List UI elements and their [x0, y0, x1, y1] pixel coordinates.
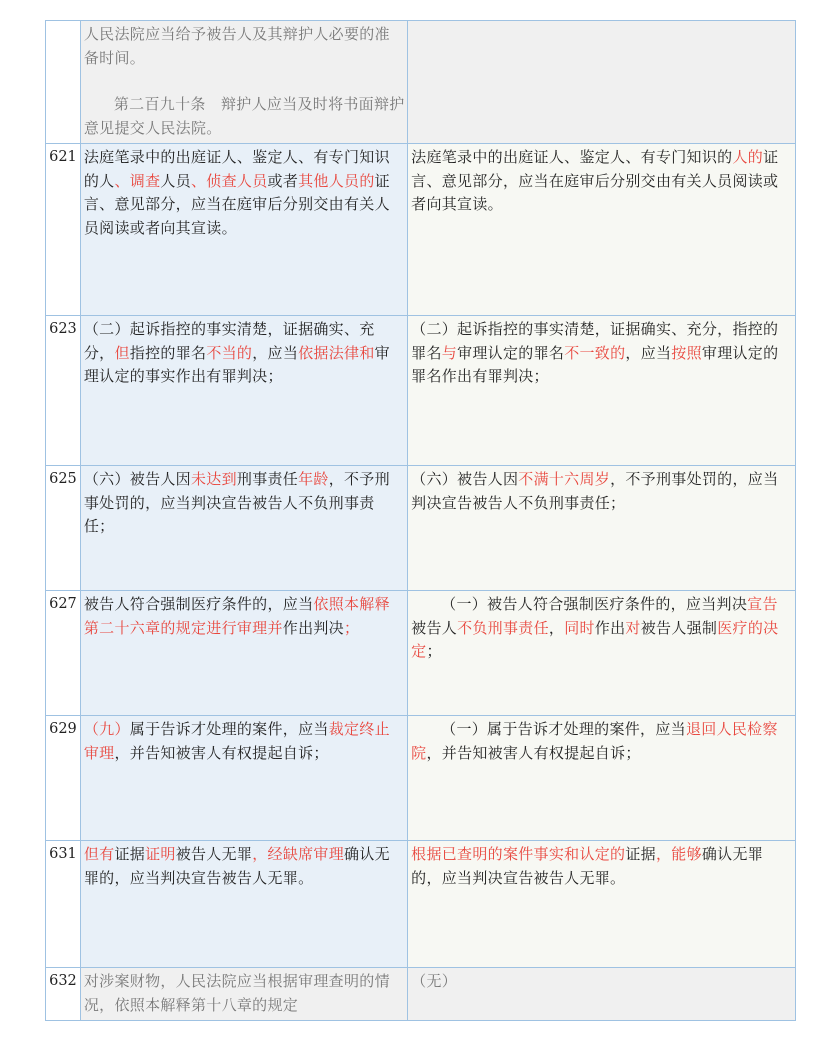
text-segment: 确认无罪的，应当判决宣告被告人无罪。: [83, 845, 390, 887]
text-segment: 被告人符合强制医疗条件的，应当: [83, 595, 314, 613]
article-number: 629: [46, 716, 81, 841]
text-segment: 证言、意见部分，应当在庭审后分别交由有关人员阅读或者向其宣读。: [411, 148, 779, 213]
changed-text: 同时: [564, 618, 595, 637]
article-number: 625: [46, 466, 81, 591]
changed-text: ；: [343, 618, 360, 637]
table-row: [46, 591, 796, 716]
article-number: 623: [46, 316, 81, 466]
new-provision-text: [408, 144, 796, 316]
article-number: 627: [46, 591, 81, 716]
article-number: 631: [46, 841, 81, 968]
new-provision-text: [408, 316, 796, 466]
comparison-table: [45, 20, 796, 1021]
changed-text: 、调查: [114, 171, 161, 190]
text-segment: 确认无罪的，应当判决宣告被告人无罪。: [411, 845, 764, 887]
changed-text: 但: [114, 343, 130, 362]
changed-text: 其他人员的: [298, 171, 375, 190]
text-segment: ，并告知被害人有权提起自诉；: [426, 743, 641, 762]
text-segment: （六）被告人因: [411, 470, 519, 488]
text-segment: （无）: [411, 972, 458, 990]
old-provision-text: [80, 716, 407, 841]
changed-text: 与: [441, 343, 458, 362]
old-provision-text: [80, 316, 407, 466]
changed-text: 依照本解释第二十六章的规定进行审理并: [83, 595, 390, 637]
changed-text: 不一致的: [564, 343, 626, 362]
new-provision-text: [408, 716, 796, 841]
text-segment: 作出: [594, 618, 626, 637]
text-segment: 被告人强制: [640, 618, 718, 637]
text-segment: 属于告诉才处理的案件，应当: [129, 720, 329, 738]
text-segment: ，并告知被害人有权提起自诉；: [114, 743, 329, 762]
text-segment: 刑事责任: [236, 470, 299, 488]
text-segment: ，不予刑事处罚的，应当判决宣告被告人不负刑事责任；: [411, 470, 779, 512]
article-number: [46, 21, 81, 144]
text-segment: 证据: [114, 845, 146, 863]
changed-text: 医疗的决定: [411, 618, 779, 660]
new-provision-text: [408, 466, 796, 591]
old-provision-text: [80, 968, 407, 1021]
changed-text: 按照: [671, 343, 702, 362]
text-segment: 被告人: [411, 618, 458, 637]
text-segment: ，应当: [252, 343, 299, 362]
text-segment: （一）被告人符合强制医疗条件的，应当判决: [441, 595, 748, 613]
new-provision-text: [408, 968, 796, 1021]
text-segment: 法庭笔录中的出庭证人、鉴定人、有专门知识的: [411, 148, 733, 166]
text-segment: 或者: [267, 171, 299, 190]
changed-text: 宣告: [747, 595, 778, 613]
text-segment: 证言、意见部分，应当在庭审后分别交由有关人员阅读或者向其宣读。: [83, 171, 390, 237]
table-row: [46, 841, 796, 968]
text-segment: 作出判决: [282, 618, 344, 637]
changed-text: 裁定终止审理: [83, 720, 390, 762]
changed-text: 、侦查人员: [191, 171, 268, 190]
text-segment: 对涉案财物，人民法院应当根据审理查明的情况，依照本解释第十八章的规定: [83, 972, 390, 1014]
changed-text: 不负刑事责任: [457, 618, 549, 637]
text-segment: （二）起诉指控的事实清楚，证据确实、充分，: [83, 320, 375, 362]
new-provision-text: [408, 591, 796, 716]
text-segment: 被告人无罪: [175, 845, 253, 863]
table-row: [46, 466, 796, 591]
changed-text: ，能够: [655, 845, 702, 863]
text-segment: （六）被告人因: [83, 470, 191, 488]
changed-text: 但有: [83, 845, 115, 863]
text-segment: （二）起诉指控的事实清楚，证据确实、充分，指控的罪名: [411, 320, 779, 362]
article-number: 632: [46, 968, 81, 1021]
new-provision-text: [408, 841, 796, 968]
text-segment: 人民法院应当给予被告人及其辩护人必要的准备时间。: [83, 25, 390, 67]
text-segment: 证据: [625, 845, 656, 863]
changed-text: 对: [625, 618, 641, 637]
old-provision-text: [80, 841, 407, 968]
text-segment: （一）属于告诉才处理的案件，应当: [441, 720, 686, 738]
text-segment: 人员: [160, 171, 191, 190]
text-segment: 审理认定的罪名: [457, 343, 565, 362]
changed-text: 根据已查明的案件事实和认定的: [411, 845, 626, 863]
article-290-text: 第二百九十条 辩护人应当及时将书面辩护意见提交人民法院。: [83, 95, 405, 137]
text-segment: ，应当: [625, 343, 672, 362]
text-segment: ，不予刑事处罚的，应当判决宣告被告人不负刑事责任；: [83, 470, 390, 535]
changed-text: 人的: [732, 148, 764, 166]
old-provision-text: [80, 466, 407, 591]
changed-text: 退回人民检察院: [411, 720, 778, 762]
text-segment: 法庭笔录中的出庭证人、鉴定人、有专门知识的人: [83, 148, 390, 190]
table-row: [46, 316, 796, 466]
changed-text: 未达到: [190, 470, 237, 488]
table-row: [46, 21, 796, 144]
old-provision-text: [80, 591, 407, 716]
new-provision-text: [408, 21, 796, 144]
old-provision-text: [80, 21, 407, 144]
text-segment: ；: [426, 642, 442, 660]
table-row: [46, 144, 796, 316]
text-segment: 审理认定的罪名作出有罪判决；: [411, 343, 779, 385]
changed-text: 年龄: [298, 470, 329, 488]
changed-text: 不当的: [206, 343, 253, 362]
table-row: [46, 716, 796, 841]
changed-text: ，经缺席审理: [252, 845, 345, 863]
old-provision-text: [80, 144, 407, 316]
changed-text: 证明: [145, 845, 176, 863]
text-segment: 审理认定的事实作出有罪判决；: [83, 343, 390, 385]
changed-text: 不满十六周岁: [518, 470, 611, 488]
article-number: 621: [46, 144, 81, 316]
changed-text: （九）: [83, 720, 130, 738]
changed-text: 依据法律和: [298, 343, 375, 362]
comparison-table-body: [46, 21, 796, 1021]
table-row: [46, 968, 796, 1021]
text-segment: 指控的罪名: [129, 343, 207, 362]
text-segment: ，: [548, 618, 565, 637]
